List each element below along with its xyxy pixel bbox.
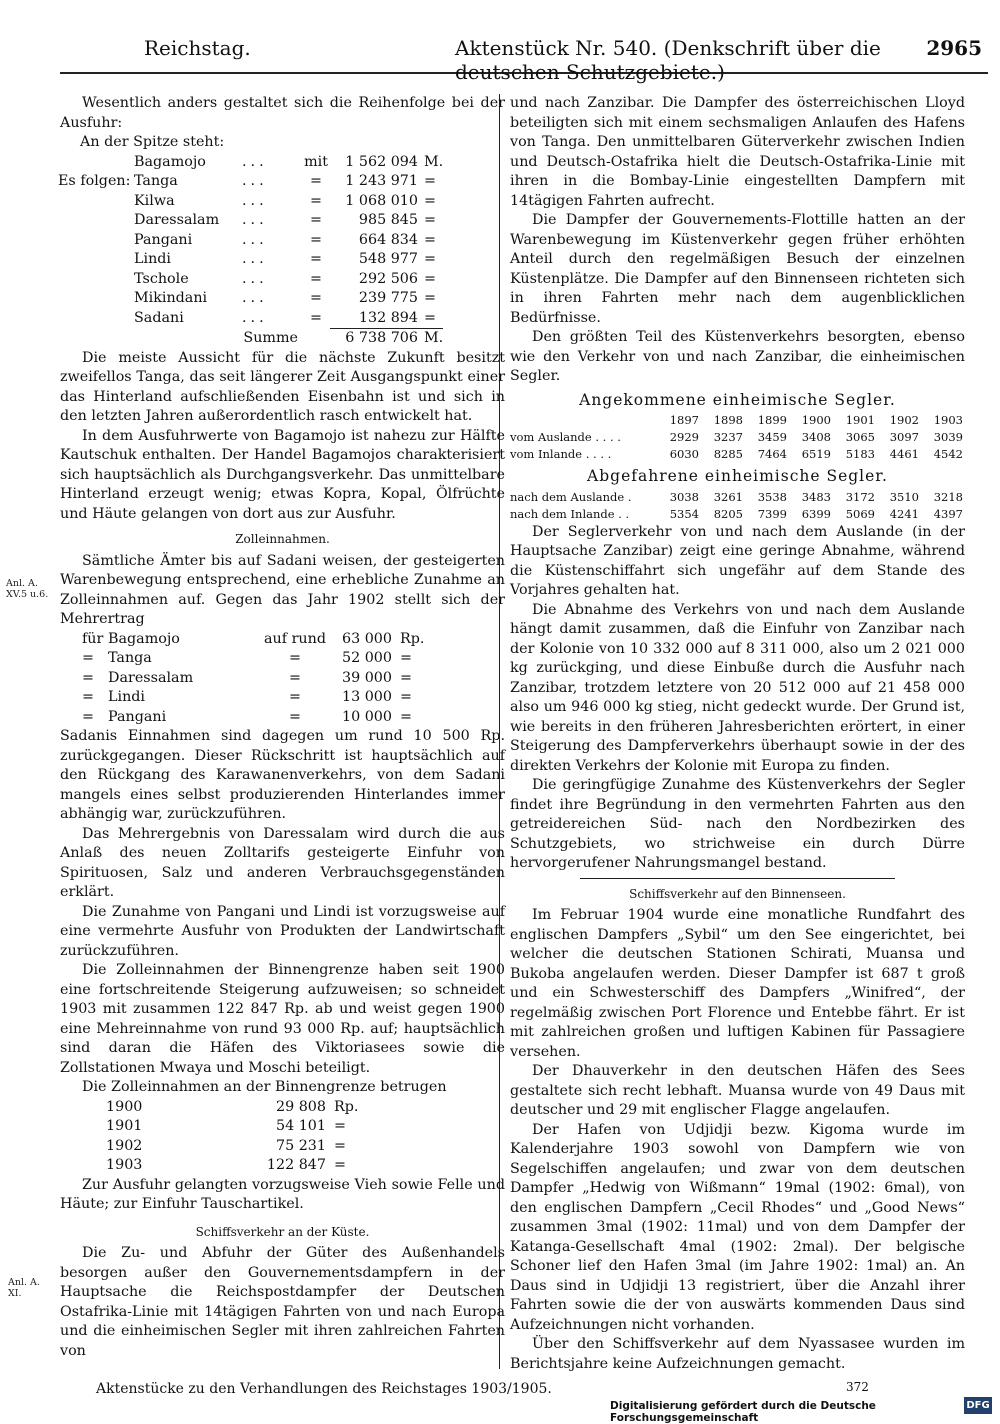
row-label [58, 231, 134, 251]
mehrertrag-row [82, 688, 424, 708]
place-name: Pangani [134, 231, 193, 248]
margin-note: Anl. A. XI. [8, 1277, 40, 1299]
footer-text: Aktenstücke zu den Verhandlungen des Reichstages 1903/1905. [96, 1381, 552, 1397]
leader-dots: ... [242, 153, 268, 170]
export-row [58, 211, 443, 231]
prefix: = [289, 669, 301, 686]
unit: = [400, 650, 412, 666]
sailer-row [510, 506, 963, 523]
place-name: Lindi [134, 251, 171, 267]
ditto-mark: = [310, 290, 322, 306]
paragraph: Die Zolleinnahmen der Binnengrenze haben seit 1900 eine fortschreitende Steigerung aufzuweisen; so schneidet 1903 mit zusammen 122 847 Rp. ab und weist gegen 1900 eine Mehreinnahme von rund 93 000 Rp. auf; hauptsächlich sind daran die Häfen des Viktoriasees sowie die Zollstationen Mwaya und Moschi beteiligt. [60, 962, 505, 1076]
leader-dots: ... [242, 231, 268, 248]
table-cell: 3459 [757, 430, 787, 444]
year: 1903 [106, 1157, 143, 1173]
digitization-credit: Digitalisierung gefördert durch die Deutsche Forschungsgemeinschaft [610, 1400, 876, 1424]
unit: = [424, 290, 436, 306]
export-value: 664 834 [358, 231, 418, 248]
sum-value: 6 738 706 [330, 329, 418, 349]
unit: = [424, 251, 436, 267]
export-row [58, 172, 443, 192]
table-cell: 3237 [713, 430, 743, 444]
export-row [58, 250, 443, 270]
ditto-mark: = [82, 650, 94, 666]
arrived-sailers-table [510, 412, 963, 463]
leader-dots: ... [242, 173, 268, 189]
row-label [58, 289, 134, 309]
place-name: Bagamojo [134, 153, 206, 170]
right-column [510, 94, 965, 1374]
export-row [58, 231, 443, 251]
paragraph: In dem Ausfuhrwerte von Bagamojo ist nahezu zur Hälfte Kautschuk enthalten. Der Handel Bagamojos charakterisiert sich hauptsächlich als Durchgangsverkehr. Das unmittelbare Hinterland erzeugt wenig; etwas Kopra, Kopal, Ölfrüchte und Häute gelangen von dort aus zur Ausfuhr. [60, 427, 505, 522]
export-value: 985 845 [358, 212, 418, 228]
table-cell: 3261 [713, 489, 743, 504]
table-cell: 7464 [757, 447, 787, 461]
ditto-mark: = [82, 689, 94, 705]
prefix: = [289, 650, 301, 666]
binnen-row [106, 1117, 358, 1137]
mehrertrag-row [82, 708, 424, 728]
row-label [58, 153, 134, 173]
row-label: Es folgen: [58, 173, 131, 189]
paragraph: Die Zolleinnahmen an der Binnengrenze betrugen [82, 1079, 447, 1095]
year-header: 1897 [669, 413, 699, 427]
year-header-row [510, 412, 963, 429]
table-cell: 3097 [889, 430, 919, 444]
row-label: vom Auslande . . . . [510, 430, 621, 444]
sum-row [58, 329, 443, 349]
place-name: Daressalam [108, 669, 194, 686]
paragraph: Die Zunahme von Pangani und Lindi ist vorzugsweise auf eine vermehrte Ausfuhr von Produkten der Landwirtschaft zurückzuführen. [60, 903, 505, 959]
footer-number: 372 [846, 1380, 869, 1394]
paragraph: Die meiste Aussicht für die nächste Zukunft besitzt zweifellos Tanga, das seit längerer Zeit Ausgangspunkt einer das Hinterland aufschließenden Eisenbahn ist und sich in den letzten Jahren außerordentlich rasch entwickelt hat. [60, 349, 505, 424]
export-value: 239 775 [358, 290, 418, 306]
ditto-mark: für [82, 630, 104, 647]
export-row [58, 309, 443, 329]
export-value: 1 068 010 [345, 192, 418, 209]
table-cell: 3483 [801, 489, 831, 504]
place-name: Daressalam [134, 212, 220, 228]
table-cell: 4397 [933, 506, 963, 521]
export-row [58, 153, 443, 173]
mehrertrag-row [82, 649, 424, 669]
export-table [58, 153, 443, 349]
paragraph: Über den Schiffsverkehr auf dem Nyassasee wurden im Berichtsjahre keine Aufzeichnungen gemacht. [510, 1336, 965, 1372]
place-name: Tanga [108, 650, 152, 666]
binnen-value: 122 847 [266, 1157, 326, 1173]
year-header: 1901 [845, 413, 875, 427]
export-row [58, 270, 443, 290]
export-value: 292 506 [358, 270, 418, 287]
export-row [58, 289, 443, 309]
leader-dots: ... [242, 270, 268, 287]
label-top: An der Spitze steht: [80, 134, 225, 150]
table-cell: 5183 [845, 447, 875, 461]
page-header [60, 32, 988, 84]
ditto-mark: = [310, 173, 322, 189]
leader-dots: ... [242, 212, 268, 228]
paragraph: Die Abnahme des Verkehrs von und nach dem Auslande hängt damit zusammen, daß die Einfuhr von Zanzibar nach der Kolonie von 10 332 000 auf 8 311 000, also um 2 021 000 kg zurückging, und diese Einbuße durch die Ausfuhr nach Zanzibar, trotzdem letztere von 20 512 000 auf 21 458 000 also um 946 000 kg stieg, nicht gedeckt wurde. Der Grund ist, wie bereits in den früheren Jahresberichten erörtert, in einer Steigerung des Dampferverkehrs überhaupt sowie in der des direkten Verkehrs der Kolonie mit Europa zu finden. [510, 601, 965, 774]
ditto-mark: = [310, 251, 322, 267]
unit: = [424, 309, 436, 326]
table-cell: 7399 [757, 506, 787, 521]
row-label [58, 250, 134, 270]
mehr-value: 39 000 [341, 669, 392, 686]
table-cell: 8285 [713, 447, 743, 461]
unit: = [334, 1137, 346, 1154]
export-value: 1 562 094 [345, 153, 418, 170]
ditto-mark: = [310, 212, 322, 228]
place-name: Kilwa [134, 192, 175, 209]
table-cell: 3065 [845, 430, 875, 444]
ditto-mark: = [310, 231, 322, 248]
table-title: Abgefahrene einheimische Segler. [587, 467, 888, 485]
sailer-row [510, 446, 963, 463]
mehr-value: 63 000 [341, 630, 392, 647]
mehrertrag-row [82, 630, 424, 650]
sailer-row [510, 489, 963, 506]
table-cell: 4542 [933, 447, 963, 461]
year-header: 1902 [889, 413, 919, 427]
row-label [58, 192, 134, 212]
paragraph: Die Zu- und Abfuhr der Güter des Außenhandels besorgen außer den Gouvernementsdampfern in der Hauptsache die Reichspostdampfer der Deutschen Ostafrika-Linie mit 14tägigen Fahrten von und nach Europa und die einheimischen Segler mit ihren zahlreichen Fahrten von [60, 1245, 505, 1359]
binnen-row [106, 1156, 358, 1176]
sailer-row [510, 429, 963, 446]
table-cell: 3408 [801, 430, 831, 444]
year-header: 1899 [757, 413, 787, 427]
leader-dots: ... [242, 290, 268, 306]
prefix: = [289, 689, 301, 705]
year: 1901 [106, 1118, 143, 1134]
unit: M. [424, 153, 444, 170]
unit: = [400, 689, 412, 705]
paragraph: Sadanis Einnahmen sind dagegen um rund 10 500 Rp. zurückgegangen. Dieser Rückschritt ist hauptsächlich auf den Rückgang des Karawanenverkehrs, von dem Sadani mangels eines selbst produzierenden Hinterlandes immer abhängig war, zurückzuführen. [60, 728, 505, 822]
separator-rule [580, 878, 895, 879]
table-cell: 4461 [889, 447, 919, 461]
section-heading: Schiffsverkehr an der Küste. [195, 1224, 370, 1239]
place-name: Sadani [134, 309, 184, 326]
year-header: 1903 [933, 413, 963, 427]
section-heading: Schiffsverkehr auf den Binnenseen. [629, 886, 846, 901]
place-name: Tschole [134, 270, 189, 287]
binnen-row [106, 1098, 358, 1118]
table-cell: 3218 [933, 489, 963, 504]
binnen-value: 54 101 [275, 1118, 326, 1134]
unit: Rp. [334, 1098, 359, 1115]
year: 1900 [106, 1098, 143, 1115]
paragraph: Die Dampfer der Gouvernements-Flottille hatten an der Warenbewegung im Küstenverkehr gegen früher erhöhten Anteil durch den regelmäßigen Besuch der einzelnen Küstenplätze. Die Dampfer auf den Binnenseen richteten sich in ihren Fahrten mehr nach dem augenblicklichen Bedürfnisse. [510, 212, 965, 326]
header-left: Reichstag. [144, 36, 251, 60]
mehrertrag-table [82, 630, 424, 728]
ditto-mark: = [82, 708, 94, 725]
paragraph: Zur Ausfuhr gelangten vorzugsweise Vieh sowie Felle und Häute; zur Einfuhr Tauschartikel. [60, 1176, 505, 1212]
row-label: nach dem Inlande . . [510, 506, 630, 521]
export-value: 132 894 [358, 309, 418, 326]
unit: = [334, 1118, 346, 1134]
margin-note: Anl. A. XV.5 u.6. [6, 578, 49, 600]
paragraph: und nach Zanzibar. Die Dampfer des österreichischen Lloyd beteiligten sich mit einem sechsmaligen Anlaufen des Hafens von Tanga. Den unmittelbaren Güterverkehr zwischen Indien und Deutsch-Ostafrika hielt die Deutsch-Ostafrika-Linie mit ihren in die Bombay-Linie eingestellten Dampfern mit 14tägigen Fahrten aufrecht. [510, 95, 965, 209]
unit: M. [418, 329, 443, 349]
mehr-value: 13 000 [341, 689, 392, 705]
dfg-logo: DFG [964, 1397, 992, 1414]
table-cell: 6519 [801, 447, 831, 461]
left-column [60, 94, 505, 1361]
year-header: 1900 [801, 413, 831, 427]
paragraph: Wesentlich anders gestaltet sich die Reihenfolge bei der Ausfuhr: [60, 95, 505, 131]
row-label: vom Inlande . . . . [510, 447, 612, 461]
unit: = [334, 1157, 346, 1173]
row-label [58, 270, 134, 290]
unit: Rp. [400, 630, 425, 647]
table-cell: 8205 [713, 506, 743, 521]
paragraph: Das Mehrergebnis von Daressalam wird durch die aus Anlaß des neuen Zolltarifs gesteigerte Einfuhr von Spirituosen, Salz und anderen Verbrauchsgegenständen erklärt. [60, 825, 505, 900]
binnen-row [106, 1137, 358, 1157]
spacer [510, 412, 655, 429]
paragraph: Im Februar 1904 wurde eine monatliche Rundfahrt des englischen Dampfers „Sybil“ um den See eingerichtet, bei welcher die deutschen Stationen Schirati, Muansa und Bukoba angelaufen werden. Dieser Dampfer ist 687 t groß und ein Schwesterschiff des Dampfers „Winifred“, der regelmäßig zwischen Port Florence und Entebbe fährt. Er ist mit zahlreichen großen und luftigen Kabinen für Passagiere versehen. [510, 907, 965, 1060]
unit: = [400, 669, 412, 686]
leader-dots: ... [242, 251, 268, 267]
table-cell: 2929 [669, 430, 699, 444]
ditto-mark: = [310, 270, 322, 287]
paragraph: Der Hafen von Udjidji bezw. Kigoma wurde im Kalenderjahre 1903 sowohl von Dampfern wie von Segelschiffen angelaufen; und zwar von dem deutschen Dampfer „Hedwig von Wißmann“ 19mal (1902: 6mal), von den englischen Dampfern „Cecil Rhodes“ und „Good News“ zusammen 3mal (1902: 11mal) und von dem Dampfer der Katanga-Gesellschaft 4mal (1902: 2mal). Der belgische Schoner lief den Hafen 3mal (im Jahre 1902: 1mal) an. An Daus sind in Udjidji 13 registriert, über die Anzahl ihrer Fahrten sowie die der von auswärts kommenden Daus sind Aufzeichnungen nicht vorhanden. [510, 1121, 965, 1333]
table-cell: 5354 [669, 506, 699, 521]
unit: = [400, 708, 412, 725]
place-name: Tanga [134, 173, 178, 189]
departed-sailers-table [510, 489, 963, 523]
binnen-value: 29 808 [275, 1098, 326, 1115]
unit: = [424, 270, 436, 287]
binnen-table [106, 1098, 358, 1176]
paragraph: Die geringfügige Zunahme des Küstenverkehrs der Segler findet ihre Begründung in den vermehrten Fahrten aus den getreidereichen Süd- nach den Nordbezirken des Schutzgebiets, wo strichweise ein durch Dürre hervorgerufener Nahrungsmangel bestand. [510, 777, 965, 871]
leader-dots: ... [242, 309, 268, 326]
table-cell: 4241 [889, 506, 919, 521]
unit: = [424, 212, 436, 228]
place-name: Pangani [108, 708, 167, 725]
binnen-value: 75 231 [275, 1137, 326, 1154]
table-cell: 6399 [801, 506, 831, 521]
ditto-mark: = [310, 309, 322, 326]
leader-dots: ... [242, 192, 268, 209]
export-row [58, 192, 443, 212]
export-value: 548 977 [358, 251, 418, 267]
mehr-value: 52 000 [341, 650, 392, 666]
sum-label: Summe [243, 329, 298, 346]
place-name: Mikindani [134, 290, 208, 306]
table-cell: 3510 [889, 489, 919, 504]
page-number: 2965 [926, 36, 982, 60]
ditto-mark: = [82, 669, 94, 686]
table-title: Angekommene einheimische Segler. [579, 390, 896, 409]
table-cell: 3172 [845, 489, 875, 504]
ditto-mark: = [310, 192, 322, 209]
table-cell: 6030 [669, 447, 699, 461]
spacer [302, 329, 330, 349]
paragraph: Der Dhauverkehr in den deutschen Häfen des Sees gestaltete sich recht lebhaft. Muansa wurde von 49 Daus mit deutscher und 29 mit englischer Flagge angelaufen. [510, 1063, 965, 1118]
place-name: Bagamojo [108, 630, 180, 647]
mehrertrag-row [82, 669, 424, 689]
unit: = [424, 173, 436, 189]
section-heading: Zolleinnahmen. [235, 532, 330, 546]
unit: = [424, 192, 436, 209]
ditto-mark: mit [304, 153, 328, 170]
year: 1902 [106, 1137, 143, 1154]
prefix: = [289, 708, 301, 725]
paragraph: Den größten Teil des Küstenverkehrs besorgten, ebenso wie den Verkehr von und nach Zanzibar, die einheimischen Segler. [510, 329, 965, 384]
prefix: auf rund [264, 630, 326, 647]
row-label: nach dem Auslande . [510, 489, 632, 504]
table-cell: 3039 [933, 430, 963, 444]
paragraph: Sämtliche Ämter bis auf Sadani weisen, der gesteigerten Warenbewegung entsprechend, eine erhebliche Zunahme an Zolleinnahmen auf. Gegen das Jahr 1902 stellt sich der Mehrertrag [60, 552, 505, 627]
year-header: 1898 [713, 413, 743, 427]
row-label [58, 309, 134, 329]
header-title: Aktenstück Nr. 540. (Denkschrift über die deutschen Schutzgebiete.) [455, 36, 881, 84]
place-name: Lindi [108, 689, 145, 705]
paragraph: Der Seglerverkehr von und nach dem Auslande (in der Hauptsache Zanzibar) zeigt eine geringe Abnahme, während die Küstenschiffahrt sich ungefähr auf dem Stande des Vorjahres gehalten hat. [510, 523, 965, 598]
export-value: 1 243 971 [345, 173, 418, 189]
table-cell: 5069 [845, 506, 875, 521]
unit: = [424, 231, 436, 248]
row-label [58, 211, 134, 231]
mehr-value: 10 000 [341, 708, 392, 725]
table-cell: 3038 [669, 489, 699, 504]
table-cell: 3538 [757, 489, 787, 504]
